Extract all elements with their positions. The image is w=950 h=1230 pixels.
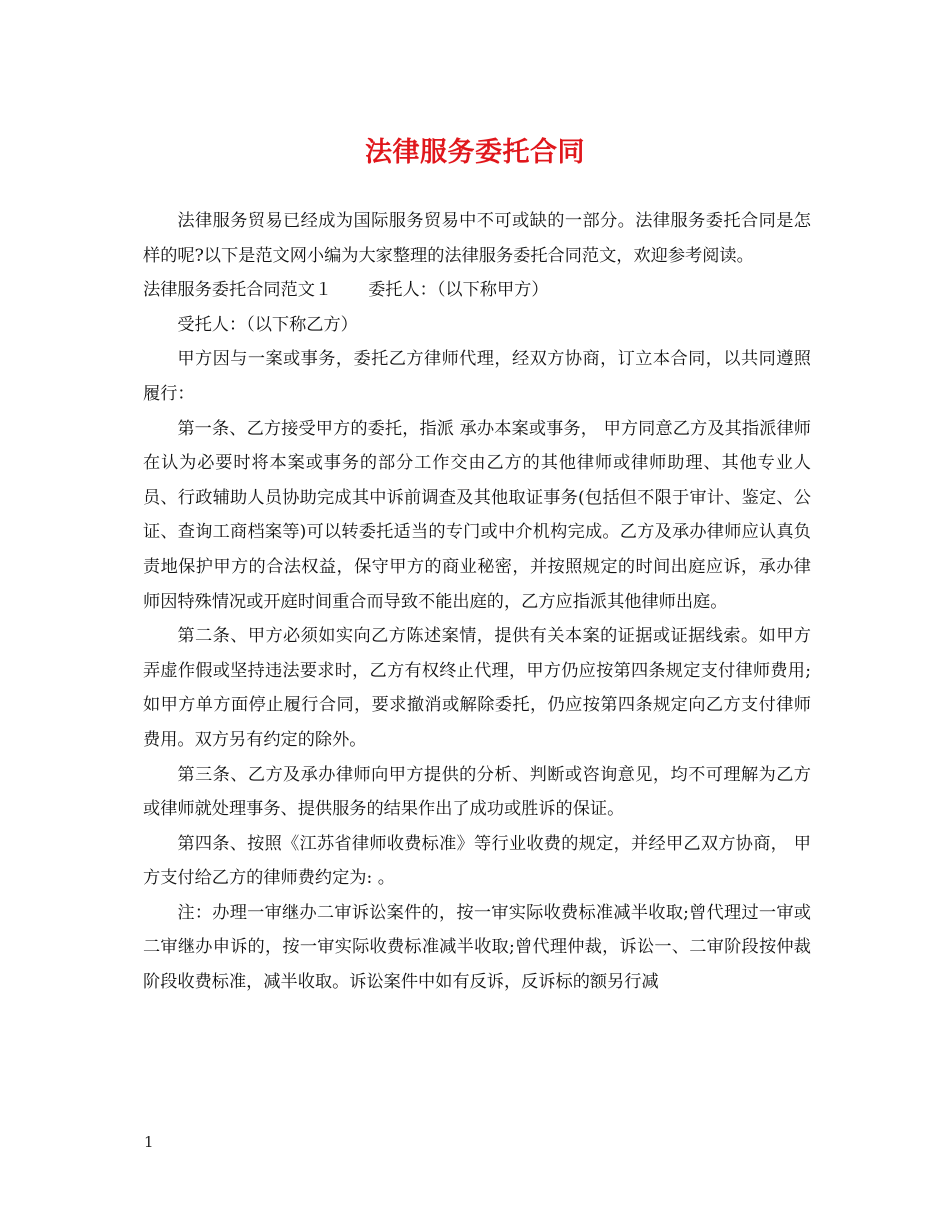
article-4-paragraph: 第四条、按照《江苏省律师收费标准》等行业收费的规定，并经甲乙双方协商， 甲方支付给乙方的律师费约定为: 。	[143, 833, 811, 889]
sample-heading: 法律服务委托合同范文１	[143, 280, 333, 301]
intro-paragraph: 法律服务贸易已经成为国际服务贸易中不可或缺的一部分。法律服务委托合同是怎样的呢?以下是范文网小编为大家整理的法律服务委托合同范文，欢迎参考阅读。	[143, 211, 811, 266]
article-2-paragraph: 第二条、甲方必须如实向乙方陈述案情，提供有关本案的证据或证据线索。如甲方弄虚作假或坚持违法要求时，乙方有权终止代理，甲方仍应按第四条规定支付律师费用;如甲方单方面停止履行合同，要求撤消或解除委托，仍应按第四条规定向乙方支付律师费用。双方另有约定的除外。	[143, 626, 811, 750]
document-title: 法律服务委托合同	[365, 137, 585, 168]
trustee-line: 受托人：（以下称乙方）	[177, 314, 358, 335]
article-1-paragraph: 第一条、乙方接受甲方的委托，指派 承办本案或事务， 甲方同意乙方及其指派律师在认为必要时将本案或事务的部分工作交由乙方的其他律师或律师助理、其他专业人员、行政辅助人员协助完成其中诉前调查及其他取证事务(包括但不限于审计、鉴定、公证、查询工商档案等)可以转委托适当的专门或中介机构完成。乙方及承办律师应认真负责地保护甲方的合法权益，保守甲方的商业秘密，并按照规定的时间出庭应诉，承办律师因特殊情况或开庭时间重合而导致不能出庭的，乙方应指派其他律师出庭。	[143, 418, 811, 612]
preamble-paragraph: 甲方因与一案或事务，委托乙方律师代理，经双方协商，订立本合同，以共同遵照履行：	[143, 349, 811, 404]
page-number: 1	[144, 1133, 154, 1151]
document-body	[143, 204, 811, 1000]
note-paragraph: 注：办理一审继办二审诉讼案件的，按一审实际收费标准减半收取;曾代理过一审或二审继办申诉的，按一审实际收费标准减半收取;曾代理仲裁，诉讼一、二审阶段按仲裁阶段收费标准，减半收取。诉讼案件中如有反诉，反诉标的额另行减	[143, 902, 811, 993]
article-3-paragraph: 第三条、乙方及承办律师向甲方提供的分析、判断或咨询意见，均不可理解为乙方或律师就处理事务、提供服务的结果作出了成功或胜诉的保证。	[143, 764, 811, 820]
client-line: 委托人：（以下称甲方）	[368, 280, 549, 301]
sample-heading-line	[143, 273, 811, 308]
